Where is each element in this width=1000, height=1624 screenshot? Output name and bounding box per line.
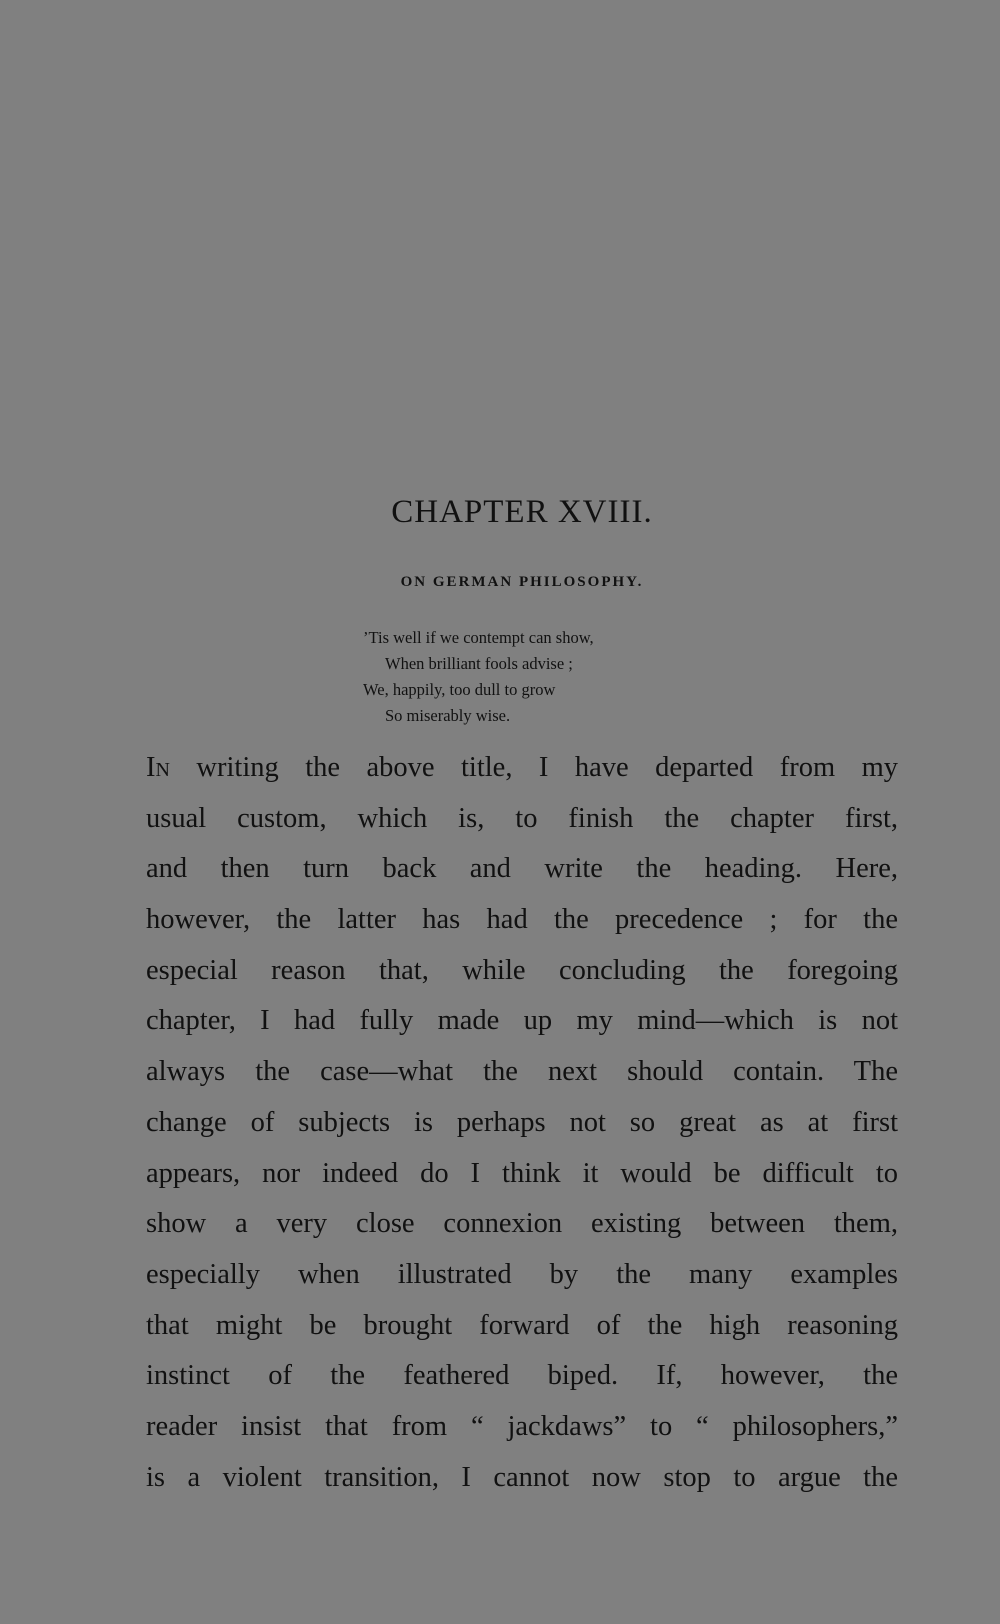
body-line (146, 1199, 898, 1250)
body-line-text: always the case—what the next should contain. The (146, 1056, 898, 1088)
chapter-title: CHAPTER XVIII. (391, 494, 653, 530)
chapter-subtitle: ON GERMAN PHILOSOPHY. (400, 574, 644, 590)
body-line-text: instinct of the feathered biped. If, however, the (146, 1360, 898, 1392)
body-line-text: reader insist that from “ jackdaws” to “ philosophers,” (146, 1410, 898, 1442)
body-line (146, 895, 898, 946)
epigraph-line: When brilliant fools advise ; (385, 654, 573, 673)
epigraph (363, 625, 723, 729)
opening-word: In (146, 752, 170, 783)
body-line-text: is a violent transition, I cannot now stop to argue the (146, 1461, 898, 1493)
body-line-text: show a very close connexion existing between them, (146, 1208, 898, 1240)
body-line (146, 996, 898, 1047)
epigraph-line: We, happily, too dull to grow (363, 680, 556, 699)
body-line-text: usual custom, which is, to finish the chapter first, (146, 802, 898, 834)
body-line-text: especially when illustrated by the many examples (146, 1258, 898, 1290)
body-line (146, 1402, 898, 1453)
body-line (146, 946, 898, 997)
body-line (146, 1149, 898, 1200)
body-line-text: writing the above title, I have departed from my (169, 752, 898, 783)
body-line (146, 1351, 898, 1402)
body-line (146, 743, 898, 794)
body-line-text: that might be brought forward of the high reasoning (146, 1309, 898, 1341)
body-line-text: especial reason that, while concluding the foregoing (146, 954, 898, 986)
body-line (146, 1250, 898, 1301)
body-line (146, 1047, 898, 1098)
epigraph-line: So miserably wise. (385, 706, 511, 725)
body-line (146, 794, 898, 845)
body-line (146, 1453, 898, 1504)
body-line (146, 1301, 898, 1352)
body-line-text: however, the latter has had the precedence ; for the (146, 904, 898, 936)
epigraph-line: ’Tis well if we contempt can show, (363, 628, 594, 647)
body-line-text: change of subjects is perhaps not so great as at first (146, 1106, 898, 1138)
body-line-text: and then turn back and write the heading. Here, (146, 853, 898, 885)
body-line (146, 844, 898, 895)
body-paragraph (146, 743, 898, 1503)
body-line (146, 1098, 898, 1149)
body-line-text: chapter, I had fully made up my mind—which is not (146, 1005, 898, 1037)
body-line-text: appears, nor indeed do I think it would be difficult to (146, 1157, 898, 1189)
